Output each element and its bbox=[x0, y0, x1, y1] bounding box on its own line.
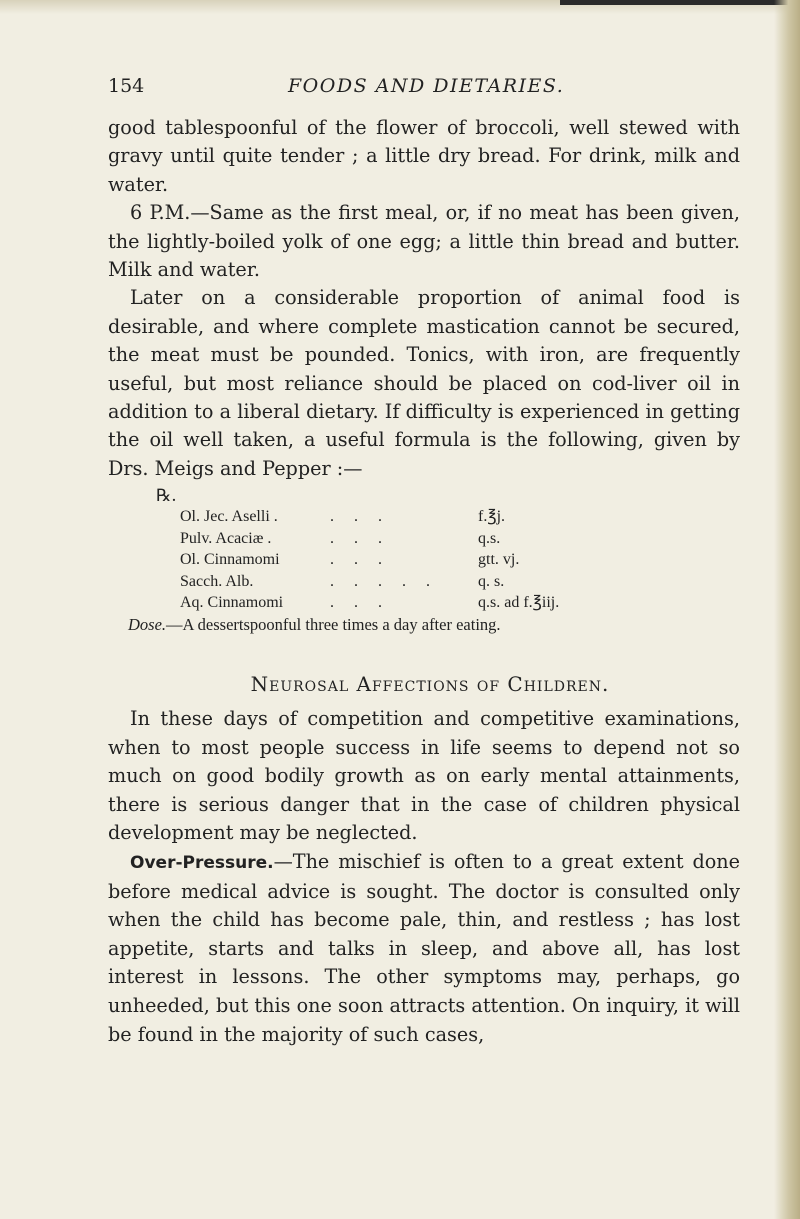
prescription-list bbox=[180, 506, 660, 614]
prescription-item bbox=[180, 506, 660, 528]
prescription-item bbox=[180, 528, 660, 550]
leader-dots: . . . . . bbox=[330, 572, 438, 590]
ingredient-quantity: q.s. ad f.℥iij. bbox=[478, 594, 560, 611]
ingredient-name: Ol. Jec. Aselli . bbox=[180, 508, 278, 525]
ingredient-quantity: gtt. vj. bbox=[478, 551, 520, 568]
prescription-item bbox=[180, 571, 660, 593]
subhead: Over-Pressure. bbox=[130, 852, 274, 873]
ingredient-name: Ol. Cinnamomi bbox=[180, 551, 280, 568]
body-text-bottom bbox=[108, 705, 740, 1049]
recipe-symbol: ℞. bbox=[156, 486, 177, 506]
paragraph: good tablespoonful of the flower of broccoli, well stewed with gravy until quite tender ; a little dry bread. For drink, milk and water. bbox=[108, 116, 740, 196]
dose-text: —A dessertspoonful three times a day after eating. bbox=[166, 615, 501, 634]
prescription-item bbox=[180, 549, 660, 571]
leader-dots: . . . bbox=[330, 508, 390, 525]
paragraph bbox=[108, 848, 740, 1049]
ingredient-quantity: q.s. bbox=[478, 529, 501, 547]
ingredient-name: Aq. Cinnamomi bbox=[180, 594, 284, 611]
section-heading: Neurosal Affections of Children. bbox=[250, 672, 610, 696]
running-head: FOODS AND DIETARIES. bbox=[288, 75, 565, 97]
ingredient-name: Pulv. Acaciæ . bbox=[180, 529, 272, 547]
body-text-top bbox=[108, 114, 740, 483]
paragraph: Later on a considerable proportion of animal food is desirable, and where complete mastication cannot be secured, the meat must be pounded. Tonics, with iron, are frequently useful, but most reliance should be placed on cod-liver oil in addition to a liberal dietary. If difficulty is experienced in getting the oil well taken, a useful formula is the following, given by Drs. Meigs and Pepper :— bbox=[108, 286, 740, 480]
page-number: 154 bbox=[108, 75, 145, 97]
dose-line bbox=[128, 615, 501, 635]
prescription-item bbox=[180, 592, 660, 614]
dose-label: Dose. bbox=[128, 615, 167, 634]
top-rule bbox=[560, 0, 800, 5]
ingredient-quantity: q. s. bbox=[478, 572, 505, 590]
paragraph-text: —The mischief is often to a great extent done before medical advice is sought. The doctor is consulted only when the child has become pale, thin, and restless ; has lost appetite, starts and talks in sleep, and above all, has lost interest in lessons. The other symptoms may, perhaps, go unheeded, but this one soon attracts attention. On inquiry, it will be found in the majority of such cases, bbox=[108, 849, 740, 1046]
page-header bbox=[108, 75, 748, 105]
page-right-edge bbox=[774, 0, 800, 1219]
leader-dots: . . . bbox=[330, 551, 390, 568]
leader-dots: . . . bbox=[330, 529, 390, 547]
leader-dots: . . . bbox=[330, 594, 390, 611]
paragraph: 6 P.M.—Same as the first meal, or, if no meat has been given, the lightly-boiled yolk of one egg; a little thin bread and butter. Milk and water. bbox=[108, 201, 740, 282]
ingredient-quantity: f.℥j. bbox=[478, 508, 506, 525]
ingredient-name: Sacch. Alb. bbox=[180, 572, 254, 590]
paragraph: In these days of competition and competitive examinations, when to most people success in life seems to depend not so much on good bodily growth as on early mental attainments, there is serious danger that in the case of children physical development may be neglected. bbox=[108, 707, 740, 845]
